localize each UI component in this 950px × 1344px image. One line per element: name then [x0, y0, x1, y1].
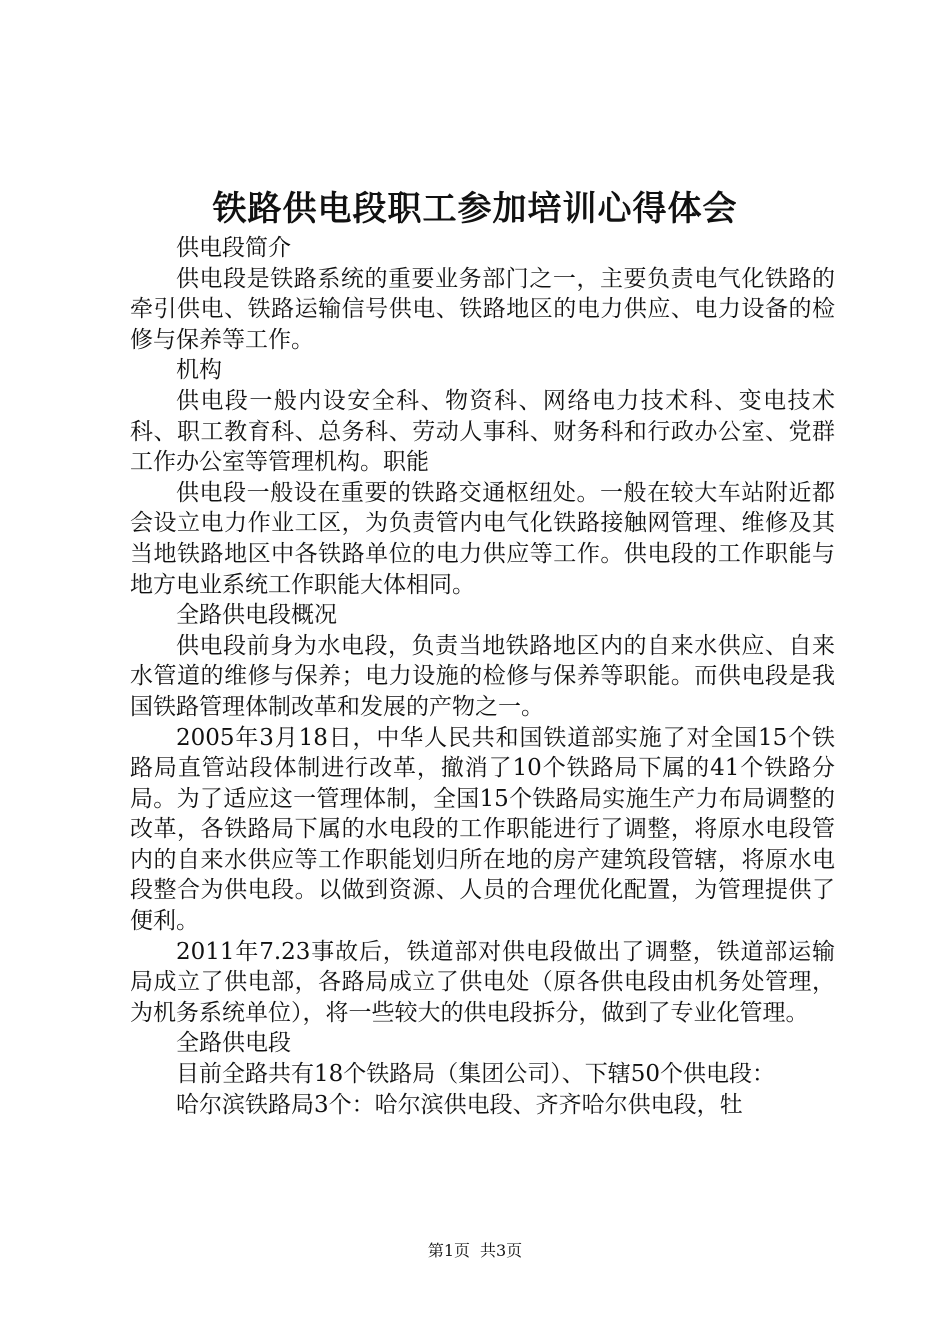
paragraph-history: 供电段前身为水电段，负责当地铁路地区内的自来水供应、自来水管道的维修与保养；电力设施的检修与保养等职能。而供电段是我国铁路管理体制改革和发展的产物之一。: [130, 632, 835, 720]
paragraph-adjustment-2011: 2011年7.23事故后，铁道部对供电段做出了调整，铁道部运输局成立了供电部，各路局成立了供电处（原各供电段由机务处管理，为机务系统单位），将一些较大的供电段拆分，做到了专业化管理。: [130, 938, 835, 1026]
paragraph-organization: 供电段一般内设安全科、物资科、网络电力技术科、变电技术科、职工教育科、总务科、劳动人事科、财务科和行政办公室、党群工作办公室等管理机构。职能: [130, 387, 835, 476]
page-total: 共3页: [480, 1241, 523, 1260]
section-heading-all-sections: 全路供电段: [176, 1030, 291, 1057]
paragraph-intro: 供电段是铁路系统的重要业务部门之一，主要负责电气化铁路的牵引供电、铁路运输信号供电、铁路地区的电力供应、电力设备的检修与保养等工作。: [130, 265, 835, 353]
section-heading-intro: 供电段简介: [176, 235, 291, 261]
section-heading-organization: 机构: [176, 357, 222, 384]
paragraph-count: 目前全路共有18个铁路局（集团公司）、下辖50个供电段：: [176, 1061, 776, 1088]
paragraph-reform-2005: 2005年3月18日，中华人民共和国铁道部实施了对全国15个铁路局直管站段体制进行改革，撤消了10个铁路局下属的41个铁路分局。为了适应这一管理体制，全国15个铁路局实施生产力布局调整的改革，各铁路局下属的水电段的工作职能进行了调整，将原水电段管内的自来水供应等工作职能划归所在地的房产建筑段管辖，将原水电段整合为供电段。以做到资源、人员的合理优化配置，为管理提供了便利。: [130, 724, 835, 935]
page-number: 第1页: [427, 1241, 470, 1260]
page-footer: [0, 1241, 950, 1261]
paragraph-harbin: 哈尔滨铁路局3个：哈尔滨供电段、齐齐哈尔供电段，牡: [176, 1091, 743, 1118]
section-heading-overview: 全路供电段概况: [176, 602, 337, 629]
document-body: [130, 233, 835, 1120]
page-title: 铁路供电段职工参加培训心得体会: [212, 189, 738, 229]
paragraph-functions: 供电段一般设在重要的铁路交通枢纽处。一般在较大车站附近都会设立电力作业工区，为负责管内电气化铁路接触网管理、维修及其当地铁路地区中各铁路单位的电力供应等工作。供电段的工作职能与地方电业系统工作职能大体相同。: [130, 479, 835, 598]
